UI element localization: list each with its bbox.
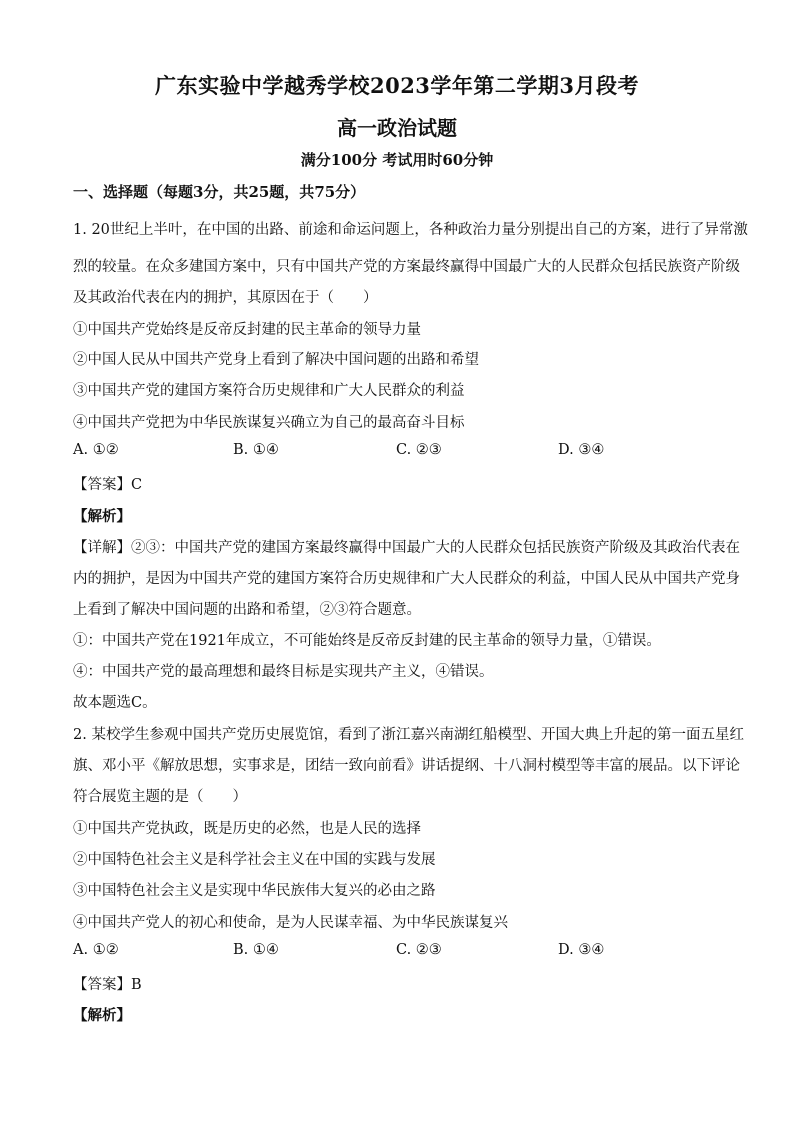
question-stem-line: 烈的较量。在众多建国方案中，只有中国共产党的方案最终赢得中国最广大的人民群众包括民族资产阶级 bbox=[73, 259, 740, 275]
exam-title: 广东实验中学越秀学校2023学年第二学期3月段考 bbox=[154, 73, 640, 98]
statement: ①中国共产党始终是反帝反封建的民主革命的领导力量 bbox=[73, 322, 421, 338]
option-c: C. ②③ bbox=[396, 942, 442, 958]
detail-line: 上看到了解决中国问题的出路和希望，②③符合题意。 bbox=[73, 602, 421, 618]
option-b: B. ①④ bbox=[233, 942, 279, 958]
statement: ②中国特色社会主义是科学社会主义在中国的实践与发展 bbox=[73, 852, 436, 868]
option-d: D. ③④ bbox=[558, 942, 605, 958]
question-stem-line: 符合展览主题的是（ ） bbox=[73, 789, 247, 805]
detail-line: 内的拥护，是因为中国共产党的建国方案符合历史规律和广大人民群众的利益，中国人民从中国共产党身 bbox=[73, 571, 740, 587]
answer-line: 【答案】C bbox=[73, 477, 143, 493]
option-d: D. ③④ bbox=[558, 442, 605, 458]
option-a: A. ①② bbox=[73, 442, 119, 458]
analysis-label: 【解析】 bbox=[73, 508, 131, 525]
question-stem-line: 1. 20世纪上半叶，在中国的出路、前途和命运问题上，各种政治力量分别提出自己的方案，进行了异常激 bbox=[73, 222, 748, 238]
option-c: C. ②③ bbox=[396, 442, 442, 458]
question-stem-line: 2. 某校学生参观中国共产党历史展览馆，看到了浙江嘉兴南湖红船模型、开国大典上升起的第一面五星红 bbox=[73, 727, 744, 743]
analysis-label: 【解析】 bbox=[73, 1007, 131, 1024]
statement: ③中国特色社会主义是实现中华民族伟大复兴的必由之路 bbox=[73, 883, 436, 899]
statement: ④中国共产党把为中华民族谋复兴确立为自己的最高奋斗目标 bbox=[73, 415, 465, 431]
detail-line: ④：中国共产党的最高理想和最终目标是实现共产主义，④错误。 bbox=[73, 664, 494, 680]
statement: ③中国共产党的建国方案符合历史规律和广大人民群众的利益 bbox=[73, 383, 465, 399]
detail-line: ①：中国共产党在1921年成立，不可能始终是反帝反封建的民主革命的领导力量，①错误。 bbox=[73, 633, 661, 649]
section-heading: 一、选择题（每题3分，共25题，共75分） bbox=[73, 183, 366, 201]
question-stem-line: 及其政治代表在内的拥护，其原因在于（ ） bbox=[73, 290, 378, 306]
question-stem-line: 旗、邓小平《解放思想，实事求是，团结一致向前看》讲话提纲、十八洞村模型等丰富的展品。以下评论 bbox=[73, 758, 740, 774]
option-a: A. ①② bbox=[73, 942, 119, 958]
detail-line: 故本题选C。 bbox=[73, 695, 157, 711]
exam-info: 满分100分 考试用时60分钟 bbox=[300, 151, 494, 169]
statement: ①中国共产党执政，既是历史的必然，也是人民的选择 bbox=[73, 821, 421, 837]
answer-line: 【答案】B bbox=[73, 977, 142, 993]
exam-subtitle: 高一政治试题 bbox=[337, 116, 457, 140]
statement: ②中国人民从中国共产党身上看到了解决中国问题的出路和希望 bbox=[73, 352, 479, 368]
statement: ④中国共产党人的初心和使命，是为人民谋幸福、为中华民族谋复兴 bbox=[73, 915, 508, 931]
detail-line: 【详解】②③：中国共产党的建国方案最终赢得中国最广大的人民群众包括民族资产阶级及其政治代表在 bbox=[73, 540, 740, 556]
option-b: B. ①④ bbox=[233, 442, 279, 458]
